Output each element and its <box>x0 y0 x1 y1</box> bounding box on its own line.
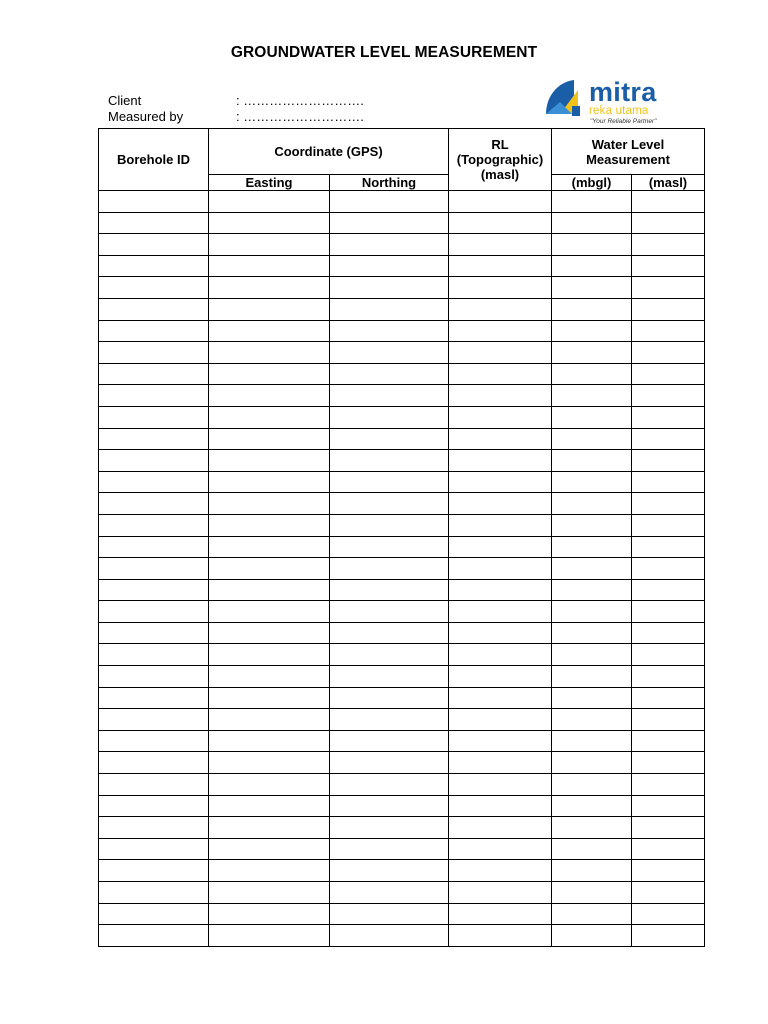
cell-mbgl[interactable] <box>552 277 632 299</box>
header-rl <box>449 129 552 191</box>
cell-rl[interactable] <box>449 191 552 213</box>
cell-borehole-id[interactable] <box>99 774 209 796</box>
cell-easting[interactable] <box>209 730 330 752</box>
cell-easting[interactable] <box>209 385 330 407</box>
cell-mbgl[interactable] <box>552 774 632 796</box>
table-row <box>99 277 705 299</box>
cell-easting[interactable] <box>209 363 330 385</box>
table-row <box>99 298 705 320</box>
cell-rl[interactable] <box>449 925 552 947</box>
cell-northing[interactable] <box>330 493 449 515</box>
cell-northing[interactable] <box>330 536 449 558</box>
cell-easting[interactable] <box>209 514 330 536</box>
cell-mbgl[interactable] <box>552 450 632 472</box>
table-row <box>99 882 705 904</box>
cell-borehole-id[interactable] <box>99 579 209 601</box>
cell-rl[interactable] <box>449 752 552 774</box>
cell-mbgl[interactable] <box>552 687 632 709</box>
table-row <box>99 558 705 580</box>
cell-easting[interactable] <box>209 903 330 925</box>
cell-mbgl[interactable] <box>552 298 632 320</box>
cell-masl[interactable] <box>632 255 705 277</box>
cell-mbgl[interactable] <box>552 342 632 364</box>
cell-northing[interactable] <box>330 450 449 472</box>
cell-masl[interactable] <box>632 298 705 320</box>
cell-borehole-id[interactable] <box>99 471 209 493</box>
cell-rl[interactable] <box>449 342 552 364</box>
cell-masl[interactable] <box>632 838 705 860</box>
cell-borehole-id[interactable] <box>99 493 209 515</box>
cell-borehole-id[interactable] <box>99 925 209 947</box>
cell-masl[interactable] <box>632 493 705 515</box>
cell-rl[interactable] <box>449 622 552 644</box>
cell-northing[interactable] <box>330 601 449 623</box>
table-row <box>99 622 705 644</box>
cell-rl[interactable] <box>449 536 552 558</box>
cell-easting[interactable] <box>209 925 330 947</box>
cell-borehole-id[interactable] <box>99 730 209 752</box>
cell-mbgl[interactable] <box>552 514 632 536</box>
cell-northing[interactable] <box>330 903 449 925</box>
cell-mbgl[interactable] <box>552 903 632 925</box>
cell-easting[interactable] <box>209 212 330 234</box>
cell-northing[interactable] <box>330 752 449 774</box>
header-rl-line1: RL <box>491 137 509 152</box>
cell-rl[interactable] <box>449 730 552 752</box>
cell-mbgl[interactable] <box>552 860 632 882</box>
cell-rl[interactable] <box>449 795 552 817</box>
cell-masl[interactable] <box>632 234 705 256</box>
cell-masl[interactable] <box>632 558 705 580</box>
cell-northing[interactable] <box>330 774 449 796</box>
header-rl-line2: (Topographic) <box>456 152 544 167</box>
cell-northing[interactable] <box>330 709 449 731</box>
cell-easting[interactable] <box>209 882 330 904</box>
cell-masl[interactable] <box>632 342 705 364</box>
cell-mbgl[interactable] <box>552 795 632 817</box>
cell-rl[interactable] <box>449 493 552 515</box>
cell-borehole-id[interactable] <box>99 666 209 688</box>
cell-borehole-id[interactable] <box>99 687 209 709</box>
client-value[interactable]: : ………………………. <box>236 93 364 108</box>
cell-easting[interactable] <box>209 428 330 450</box>
table-row <box>99 450 705 472</box>
cell-masl[interactable] <box>632 385 705 407</box>
cell-masl[interactable] <box>632 860 705 882</box>
header-rl-line3: (masl) <box>480 167 520 182</box>
cell-mbgl[interactable] <box>552 385 632 407</box>
header-masl: (masl) <box>632 175 705 191</box>
cell-rl[interactable] <box>449 666 552 688</box>
cell-borehole-id[interactable] <box>99 558 209 580</box>
cell-masl[interactable] <box>632 730 705 752</box>
cell-mbgl[interactable] <box>552 838 632 860</box>
cell-rl[interactable] <box>449 558 552 580</box>
header-water-line2: Measurement <box>586 151 670 167</box>
cell-easting[interactable] <box>209 536 330 558</box>
cell-northing[interactable] <box>330 320 449 342</box>
cell-rl[interactable] <box>449 471 552 493</box>
cell-rl[interactable] <box>449 406 552 428</box>
cell-rl[interactable] <box>449 644 552 666</box>
cell-northing[interactable] <box>330 277 449 299</box>
cell-northing[interactable] <box>330 817 449 839</box>
table-row <box>99 838 705 860</box>
cell-masl[interactable] <box>632 428 705 450</box>
cell-northing[interactable] <box>330 298 449 320</box>
table-body <box>99 191 705 947</box>
table-row <box>99 817 705 839</box>
cell-northing[interactable] <box>330 191 449 213</box>
table-row <box>99 514 705 536</box>
table-row <box>99 579 705 601</box>
cell-borehole-id[interactable] <box>99 860 209 882</box>
cell-masl[interactable] <box>632 601 705 623</box>
cell-easting[interactable] <box>209 860 330 882</box>
form-fields <box>108 93 364 125</box>
cell-easting[interactable] <box>209 558 330 580</box>
cell-borehole-id[interactable] <box>99 342 209 364</box>
cell-mbgl[interactable] <box>552 212 632 234</box>
cell-rl[interactable] <box>449 212 552 234</box>
cell-mbgl[interactable] <box>552 730 632 752</box>
cell-rl[interactable] <box>449 817 552 839</box>
cell-easting[interactable] <box>209 191 330 213</box>
cell-borehole-id[interactable] <box>99 191 209 213</box>
measurement-table <box>98 128 705 947</box>
measured-by-field <box>108 109 364 125</box>
cell-mbgl[interactable] <box>552 622 632 644</box>
table-row <box>99 903 705 925</box>
cell-masl[interactable] <box>632 709 705 731</box>
cell-borehole-id[interactable] <box>99 320 209 342</box>
table-row <box>99 774 705 796</box>
logo-word: mitra <box>589 77 657 107</box>
cell-borehole-id[interactable] <box>99 212 209 234</box>
cell-rl[interactable] <box>449 687 552 709</box>
cell-masl[interactable] <box>632 579 705 601</box>
cell-easting[interactable] <box>209 752 330 774</box>
table-row <box>99 730 705 752</box>
cell-borehole-id[interactable] <box>99 644 209 666</box>
cell-northing[interactable] <box>330 882 449 904</box>
cell-masl[interactable] <box>632 774 705 796</box>
cell-masl[interactable] <box>632 687 705 709</box>
cell-easting[interactable] <box>209 601 330 623</box>
logo-subtitle: reka utama <box>589 105 649 117</box>
table-row <box>99 406 705 428</box>
cell-masl[interactable] <box>632 191 705 213</box>
cell-borehole-id[interactable] <box>99 255 209 277</box>
cell-mbgl[interactable] <box>552 558 632 580</box>
cell-northing[interactable] <box>330 795 449 817</box>
cell-borehole-id[interactable] <box>99 817 209 839</box>
table-row <box>99 925 705 947</box>
cell-masl[interactable] <box>632 666 705 688</box>
cell-rl[interactable] <box>449 882 552 904</box>
cell-northing[interactable] <box>330 514 449 536</box>
cell-borehole-id[interactable] <box>99 752 209 774</box>
cell-mbgl[interactable] <box>552 817 632 839</box>
page-title: GROUNDWATER LEVEL MEASUREMENT <box>230 44 538 61</box>
cell-northing[interactable] <box>330 406 449 428</box>
cell-mbgl[interactable] <box>552 428 632 450</box>
cell-easting[interactable] <box>209 838 330 860</box>
cell-northing[interactable] <box>330 255 449 277</box>
cell-mbgl[interactable] <box>552 471 632 493</box>
cell-easting[interactable] <box>209 234 330 256</box>
cell-northing[interactable] <box>330 234 449 256</box>
cell-masl[interactable] <box>632 644 705 666</box>
cell-easting[interactable] <box>209 687 330 709</box>
cell-mbgl[interactable] <box>552 536 632 558</box>
table-row <box>99 471 705 493</box>
cell-easting[interactable] <box>209 666 330 688</box>
table-row <box>99 752 705 774</box>
cell-rl[interactable] <box>449 277 552 299</box>
table-row <box>99 644 705 666</box>
cell-masl[interactable] <box>632 320 705 342</box>
cell-rl[interactable] <box>449 709 552 731</box>
cell-borehole-id[interactable] <box>99 428 209 450</box>
cell-masl[interactable] <box>632 471 705 493</box>
cell-easting[interactable] <box>209 471 330 493</box>
cell-mbgl[interactable] <box>552 320 632 342</box>
table-row <box>99 860 705 882</box>
cell-northing[interactable] <box>330 342 449 364</box>
cell-borehole-id[interactable] <box>99 363 209 385</box>
table-row <box>99 255 705 277</box>
cell-borehole-id[interactable] <box>99 622 209 644</box>
table-row <box>99 342 705 364</box>
cell-rl[interactable] <box>449 298 552 320</box>
table-row <box>99 212 705 234</box>
cell-borehole-id[interactable] <box>99 795 209 817</box>
cell-borehole-id[interactable] <box>99 298 209 320</box>
cell-northing[interactable] <box>330 212 449 234</box>
cell-northing[interactable] <box>330 579 449 601</box>
cell-rl[interactable] <box>449 601 552 623</box>
cell-masl[interactable] <box>632 406 705 428</box>
cell-borehole-id[interactable] <box>99 903 209 925</box>
cell-rl[interactable] <box>449 838 552 860</box>
cell-masl[interactable] <box>632 752 705 774</box>
cell-mbgl[interactable] <box>552 709 632 731</box>
client-label: Client <box>108 93 142 108</box>
cell-mbgl[interactable] <box>552 666 632 688</box>
measured-by-value[interactable]: : ………………………. <box>236 109 364 124</box>
cell-easting[interactable] <box>209 774 330 796</box>
cell-masl[interactable] <box>632 795 705 817</box>
cell-mbgl[interactable] <box>552 925 632 947</box>
header-mbgl: (mbgl) <box>552 175 632 191</box>
header-northing: Northing <box>330 175 449 191</box>
cell-masl[interactable] <box>632 514 705 536</box>
table-row <box>99 428 705 450</box>
cell-easting[interactable] <box>209 622 330 644</box>
cell-northing[interactable] <box>330 925 449 947</box>
table-row <box>99 191 705 213</box>
cell-rl[interactable] <box>449 774 552 796</box>
header-coordinate: Coordinate (GPS) <box>209 129 449 175</box>
table-row <box>99 666 705 688</box>
cell-mbgl[interactable] <box>552 579 632 601</box>
cell-masl[interactable] <box>632 277 705 299</box>
cell-northing[interactable] <box>330 363 449 385</box>
cell-mbgl[interactable] <box>552 601 632 623</box>
cell-easting[interactable] <box>209 493 330 515</box>
cell-masl[interactable] <box>632 903 705 925</box>
cell-northing[interactable] <box>330 687 449 709</box>
header-borehole-id: Borehole ID <box>99 129 209 191</box>
table-row <box>99 320 705 342</box>
cell-mbgl[interactable] <box>552 493 632 515</box>
cell-borehole-id[interactable] <box>99 277 209 299</box>
cell-northing[interactable] <box>330 428 449 450</box>
cell-borehole-id[interactable] <box>99 234 209 256</box>
cell-mbgl[interactable] <box>552 644 632 666</box>
cell-easting[interactable] <box>209 450 330 472</box>
table-row <box>99 536 705 558</box>
cell-easting[interactable] <box>209 795 330 817</box>
cell-northing[interactable] <box>330 666 449 688</box>
cell-easting[interactable] <box>209 817 330 839</box>
cell-easting[interactable] <box>209 342 330 364</box>
cell-northing[interactable] <box>330 860 449 882</box>
cell-northing[interactable] <box>330 622 449 644</box>
cell-rl[interactable] <box>449 579 552 601</box>
client-field <box>108 93 364 109</box>
cell-mbgl[interactable] <box>552 255 632 277</box>
table-row <box>99 493 705 515</box>
cell-mbgl[interactable] <box>552 882 632 904</box>
cell-easting[interactable] <box>209 579 330 601</box>
cell-mbgl[interactable] <box>552 234 632 256</box>
cell-northing[interactable] <box>330 730 449 752</box>
table-row <box>99 709 705 731</box>
table-row <box>99 363 705 385</box>
cell-easting[interactable] <box>209 320 330 342</box>
cell-rl[interactable] <box>449 450 552 472</box>
cell-borehole-id[interactable] <box>99 882 209 904</box>
cell-masl[interactable] <box>632 536 705 558</box>
cell-rl[interactable] <box>449 234 552 256</box>
company-logo <box>542 76 672 130</box>
logo-tagline: "Your Reliable Partner" <box>590 118 657 125</box>
cell-masl[interactable] <box>632 817 705 839</box>
cell-borehole-id[interactable] <box>99 406 209 428</box>
cell-rl[interactable] <box>449 428 552 450</box>
cell-easting[interactable] <box>209 406 330 428</box>
cell-mbgl[interactable] <box>552 406 632 428</box>
cell-mbgl[interactable] <box>552 363 632 385</box>
cell-mbgl[interactable] <box>552 752 632 774</box>
logo-mark-icon <box>542 76 588 122</box>
cell-northing[interactable] <box>330 385 449 407</box>
cell-masl[interactable] <box>632 622 705 644</box>
cell-masl[interactable] <box>632 925 705 947</box>
header-water-line1: Water Level <box>591 136 665 152</box>
cell-borehole-id[interactable] <box>99 601 209 623</box>
cell-rl[interactable] <box>449 860 552 882</box>
cell-northing[interactable] <box>330 644 449 666</box>
cell-masl[interactable] <box>632 212 705 234</box>
table-row <box>99 687 705 709</box>
cell-rl[interactable] <box>449 363 552 385</box>
table-row <box>99 795 705 817</box>
cell-easting[interactable] <box>209 277 330 299</box>
cell-northing[interactable] <box>330 838 449 860</box>
cell-borehole-id[interactable] <box>99 385 209 407</box>
cell-rl[interactable] <box>449 385 552 407</box>
cell-rl[interactable] <box>449 903 552 925</box>
cell-rl[interactable] <box>449 514 552 536</box>
cell-rl[interactable] <box>449 255 552 277</box>
measured-by-label: Measured by <box>108 109 184 124</box>
cell-northing[interactable] <box>330 558 449 580</box>
cell-masl[interactable] <box>632 450 705 472</box>
cell-rl[interactable] <box>449 320 552 342</box>
header-easting: Easting <box>209 175 330 191</box>
table-row <box>99 385 705 407</box>
cell-borehole-id[interactable] <box>99 838 209 860</box>
cell-easting[interactable] <box>209 644 330 666</box>
cell-masl[interactable] <box>632 363 705 385</box>
cell-borehole-id[interactable] <box>99 536 209 558</box>
cell-northing[interactable] <box>330 471 449 493</box>
cell-mbgl[interactable] <box>552 191 632 213</box>
table-row <box>99 601 705 623</box>
cell-borehole-id[interactable] <box>99 514 209 536</box>
header-water-level <box>552 129 705 175</box>
cell-easting[interactable] <box>209 298 330 320</box>
cell-borehole-id[interactable] <box>99 450 209 472</box>
cell-easting[interactable] <box>209 255 330 277</box>
cell-masl[interactable] <box>632 882 705 904</box>
cell-borehole-id[interactable] <box>99 709 209 731</box>
table-row <box>99 234 705 256</box>
cell-easting[interactable] <box>209 709 330 731</box>
